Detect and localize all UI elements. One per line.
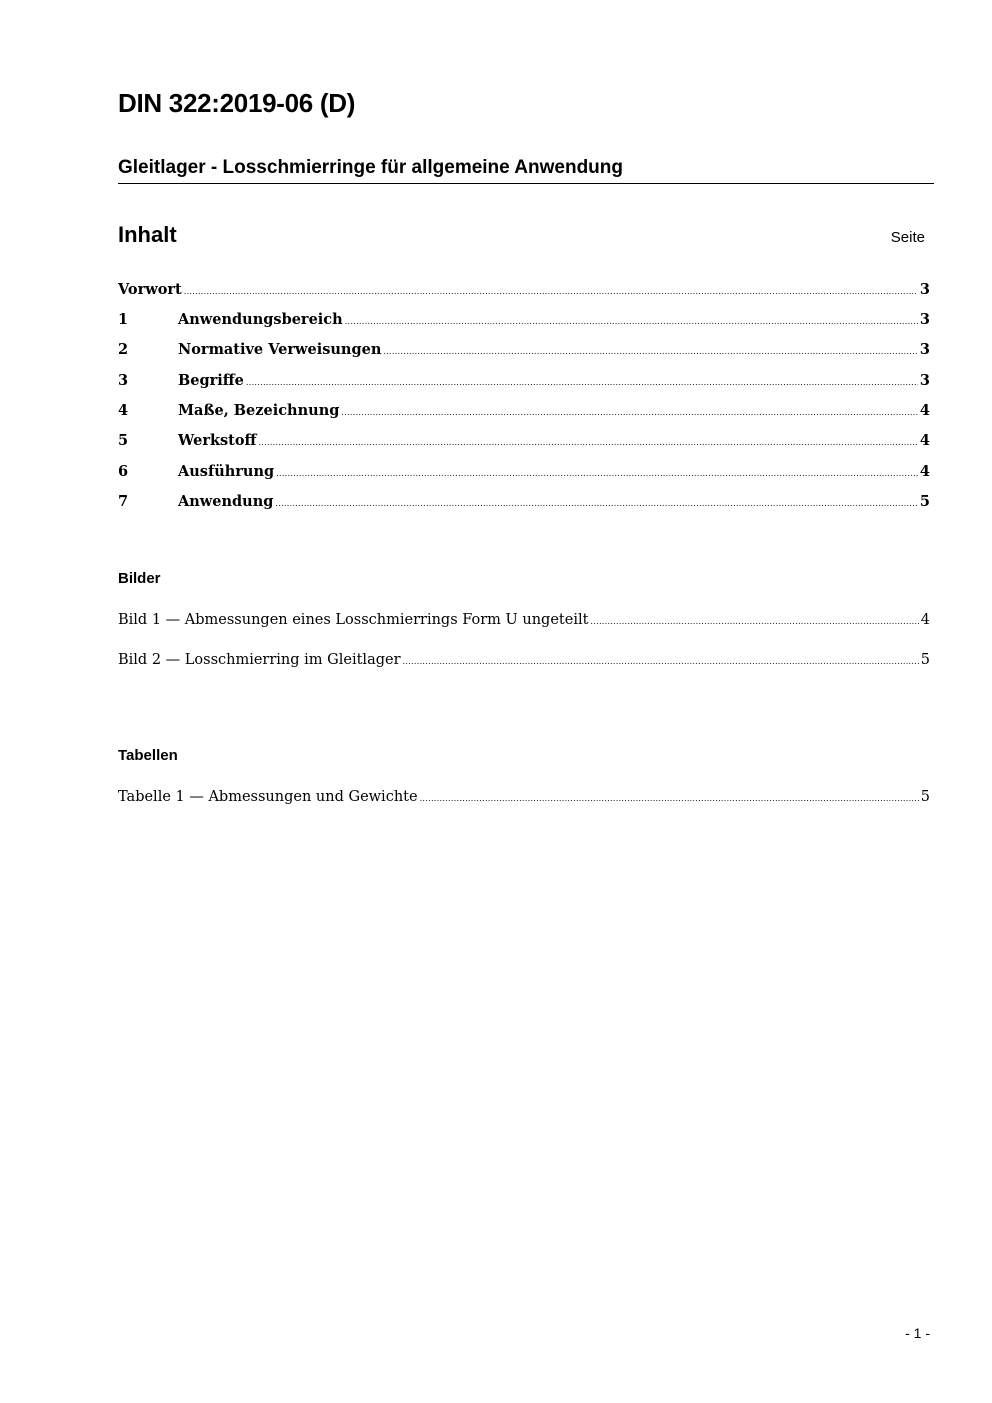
toc-leader-dots (184, 283, 918, 301)
figure-entry-page: 5 (920, 652, 930, 668)
toc-entry-page: 5 (919, 493, 930, 510)
table-entry-1[interactable] (118, 788, 930, 808)
toc-leader-dots (590, 613, 918, 631)
toc-heading: Inhalt (118, 222, 177, 247)
toc-entry-page: 4 (919, 432, 930, 449)
toc-entry-number: 2 (118, 341, 129, 358)
toc-entry-vorwort[interactable] (118, 281, 930, 301)
toc-leader-dots (246, 374, 918, 392)
toc-entry-text: Werkstoff (178, 432, 257, 449)
page-number: - 1 - (905, 1325, 930, 1341)
toc-entry-number: 3 (118, 372, 129, 389)
figure-entry-page: 4 (920, 612, 930, 628)
toc-entry-text: Maße, Bezeichnung (178, 402, 340, 419)
toc-entry-page: 3 (919, 311, 930, 328)
toc-entry-page: 4 (919, 402, 930, 419)
toc-entry-page: 3 (919, 281, 930, 298)
toc-entry-7[interactable] (118, 493, 930, 513)
toc-entry-page: 3 (919, 372, 930, 389)
toc-entry-2[interactable] (118, 341, 930, 361)
toc-entry-3[interactable] (118, 372, 930, 392)
figure-entry-text: Bild 1 — Abmessungen eines Losschmierrings Form U ungeteilt (118, 612, 589, 628)
toc-entry-text: Vorwort (118, 281, 182, 298)
toc-leader-dots (420, 790, 919, 808)
figure-entry-2[interactable] (118, 651, 930, 671)
toc-entry-text: Anwendungsbereich (178, 311, 343, 328)
toc-entry-number: 4 (118, 402, 129, 419)
tables-heading: Tabellen (118, 747, 178, 764)
table-entry-page: 5 (920, 789, 930, 805)
document-id: DIN 322:2019-06 (D) (118, 88, 356, 118)
toc-entry-number: 5 (118, 432, 129, 449)
toc-entry-page: 4 (919, 463, 930, 480)
toc-leader-dots (276, 465, 918, 483)
figures-heading: Bilder (118, 570, 161, 587)
toc-entry-number: 1 (118, 311, 129, 328)
toc-entry-text: Begriffe (178, 372, 244, 389)
toc-leader-dots (403, 653, 919, 671)
toc-leader-dots (341, 404, 918, 422)
toc-entry-1[interactable] (118, 311, 930, 331)
toc-leader-dots (345, 313, 918, 331)
figure-entry-1[interactable] (118, 611, 930, 631)
toc-entry-text: Normative Verweisungen (178, 341, 382, 358)
toc-entry-4[interactable] (118, 402, 930, 422)
toc-entry-page: 3 (919, 341, 930, 358)
toc-entry-text: Anwendung (178, 493, 274, 510)
toc-entry-number: 6 (118, 463, 129, 480)
toc-leader-dots (275, 495, 918, 513)
toc-leader-dots (258, 434, 917, 452)
toc-entry-text: Ausführung (178, 463, 275, 480)
toc-entry-6[interactable] (118, 463, 930, 483)
toc-entry-number: 7 (118, 493, 129, 510)
table-entry-text: Tabelle 1 — Abmessungen und Gewichte (118, 789, 418, 805)
toc-leader-dots (383, 343, 918, 361)
figure-entry-text: Bild 2 — Losschmierring im Gleitlager (118, 652, 401, 668)
toc-entry-5[interactable] (118, 432, 930, 452)
title-divider (118, 183, 934, 184)
page-column-label: Seite (890, 229, 925, 246)
document-title: Gleitlager - Losschmierringe für allgemeine Anwendung (118, 157, 624, 178)
